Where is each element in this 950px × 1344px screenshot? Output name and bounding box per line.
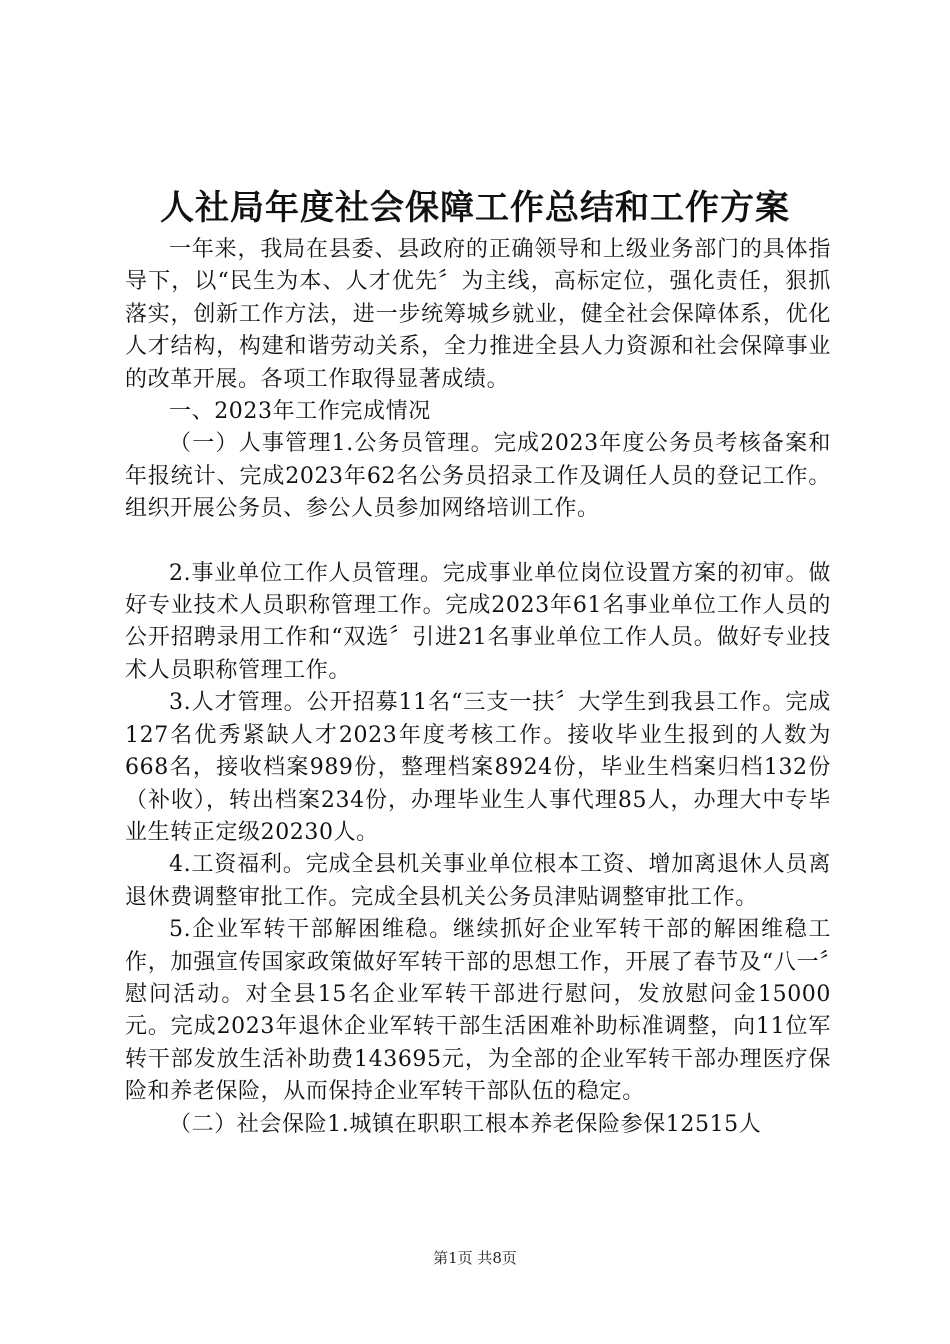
paragraph-social-insurance: （二）社会保险1.城镇在职职工根本养老保险参保12515人 — [169, 1111, 762, 1137]
page-number-footer: 第1页 共8页 — [433, 1249, 517, 1267]
paragraph-talent-management: 3.人才管理。公开招募11名“三支一扶〞大学生到我县工作。完成127名优秀紧缺人才2023年度考核工作。接收毕业生报到的人数为668名，接收档案989份，整理档案8924份，毕业生档案归档132份（补收），转出档案234份，办理毕业生人事代理85人，办理大中专毕业生转正定级20230人。 — [125, 690, 831, 845]
paragraph-personnel-management: （一）人事管理1.公务员管理。完成2023年度公务员考核备案和年报统计、完成2023年62名公务员招录工作及调任人员的登记工作。组织开展公务员、参公人员参加网络培训工作。 — [125, 431, 831, 522]
paragraph-intro: 一年来，我局在县委、县政府的正确领导和上级业务部门的具体指导下，以“民生为本、人才优先〞为主线，高标定位，强化责任，狠抓落实，创新工作方法，进一步统筹城乡就业，健全社会保障体系，优化人才结构，构建和谐劳动关系，全力推进全县人力资源和社会保障事业的改革开展。各项工作取得显著成绩。 — [125, 237, 831, 392]
paragraph-wages-welfare: 4.工资福利。完成全县机关事业单位根本工资、增加离退休人员离退休费调整审批工作。完成全县机关公务员津贴调整审批工作。 — [125, 852, 831, 910]
paragraph-section-heading: 一、2023年工作完成情况 — [169, 399, 431, 425]
paragraph-institution-staff: 2.事业单位工作人员管理。完成事业单位岗位设置方案的初审。做好专业技术人员职称管理工作。完成2023年61名事业单位工作人员的公开招聘录用工作和“双选〞引进21名事业单位工作人员。做好专业技术人员职称管理工作。 — [125, 560, 831, 683]
paragraph-military-cadres: 5.企业军转干部解困维稳。继续抓好企业军转干部的解困维稳工作，加强宣传国家政策做好军转干部的思想工作，开展了春节及“八一〞慰问活动。对全县15名企业军转干部进行慰问，发放慰问金15000元。完成2023年退休企业军转干部生活困难补助标准调整，向11位军转干部发放生活补助费143695元，为全部的企业军转干部办理医疗保险和养老保险，从而保持企业军转干部队伍的稳定。 — [125, 917, 831, 1105]
document-body — [125, 234, 831, 1141]
document-title: 人社局年度社会保障工作总结和工作方案 — [160, 188, 790, 228]
